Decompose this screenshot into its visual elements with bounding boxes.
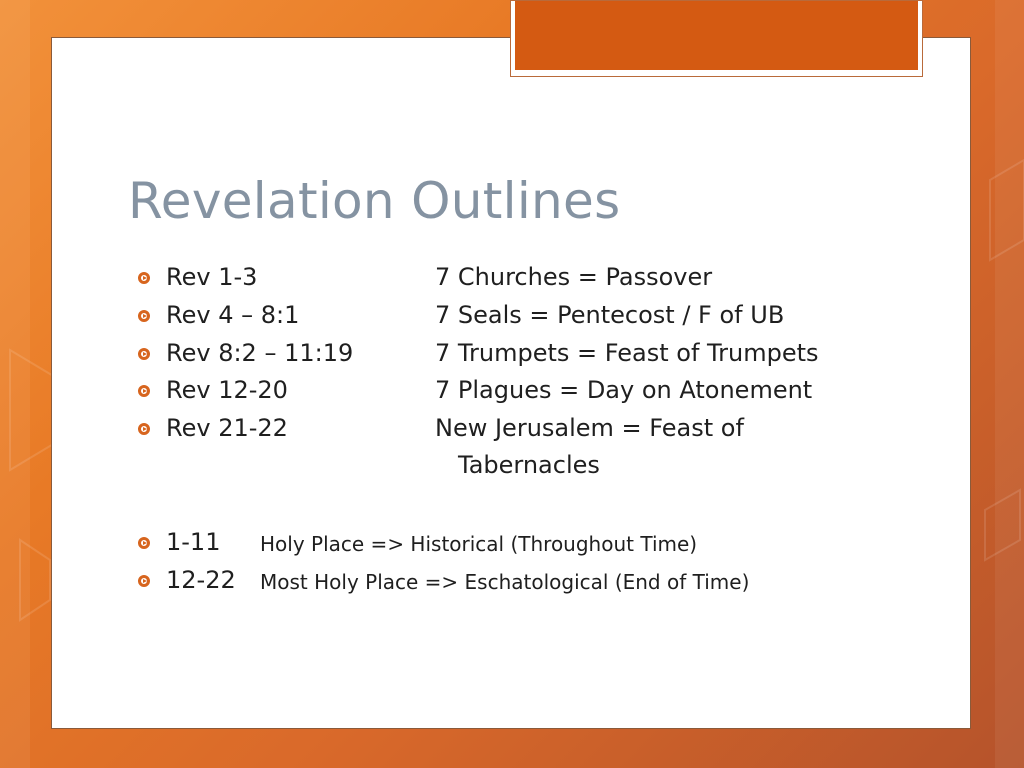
- summary-range: 1-11: [166, 528, 221, 556]
- list-item-left: Rev 1-3: [166, 263, 258, 291]
- list-item-continuation: [138, 451, 938, 487]
- circled-arrow-bullet-icon: [138, 385, 150, 397]
- list-item: [138, 376, 938, 412]
- list-item-left: Rev 12-20: [166, 376, 288, 404]
- list-item-right: 7 Plagues = Day on Atonement: [435, 376, 813, 404]
- circled-arrow-bullet-icon: [138, 575, 150, 587]
- list-item: [138, 263, 938, 299]
- list-item: [138, 301, 938, 337]
- list-item-right: 7 Trumpets = Feast of Trumpets: [435, 339, 819, 367]
- list-item-right: 7 Seals = Pentecost / F of UB: [435, 301, 785, 329]
- slide-title: Revelation Outlines: [128, 172, 621, 230]
- circled-arrow-bullet-icon: [138, 348, 150, 360]
- decorative-tab: [510, 0, 923, 77]
- circled-arrow-bullet-icon: [138, 272, 150, 284]
- list-item-left: Rev 8:2 – 11:19: [166, 339, 354, 367]
- summary-item: [138, 566, 938, 602]
- summary-range: 12-22: [166, 566, 236, 594]
- list-item-left: Rev 21-22: [166, 414, 288, 442]
- list-item: [138, 339, 938, 375]
- summary-description: Most Holy Place => Eschatological (End of Time): [260, 570, 750, 594]
- circled-arrow-bullet-icon: [138, 423, 150, 435]
- summary-item: [138, 528, 938, 564]
- list-item-right: New Jerusalem = Feast of: [435, 414, 744, 442]
- list-item: [138, 414, 938, 450]
- circled-arrow-bullet-icon: [138, 537, 150, 549]
- summary-description: Holy Place => Historical (Throughout Time): [260, 532, 698, 556]
- decorative-tab-fill: [515, 1, 918, 70]
- circled-arrow-bullet-icon: [138, 310, 150, 322]
- list-item-right: 7 Churches = Passover: [435, 263, 713, 291]
- list-item-left: Rev 4 – 8:1: [166, 301, 300, 329]
- list-item-right-continuation: Tabernacles: [458, 451, 600, 479]
